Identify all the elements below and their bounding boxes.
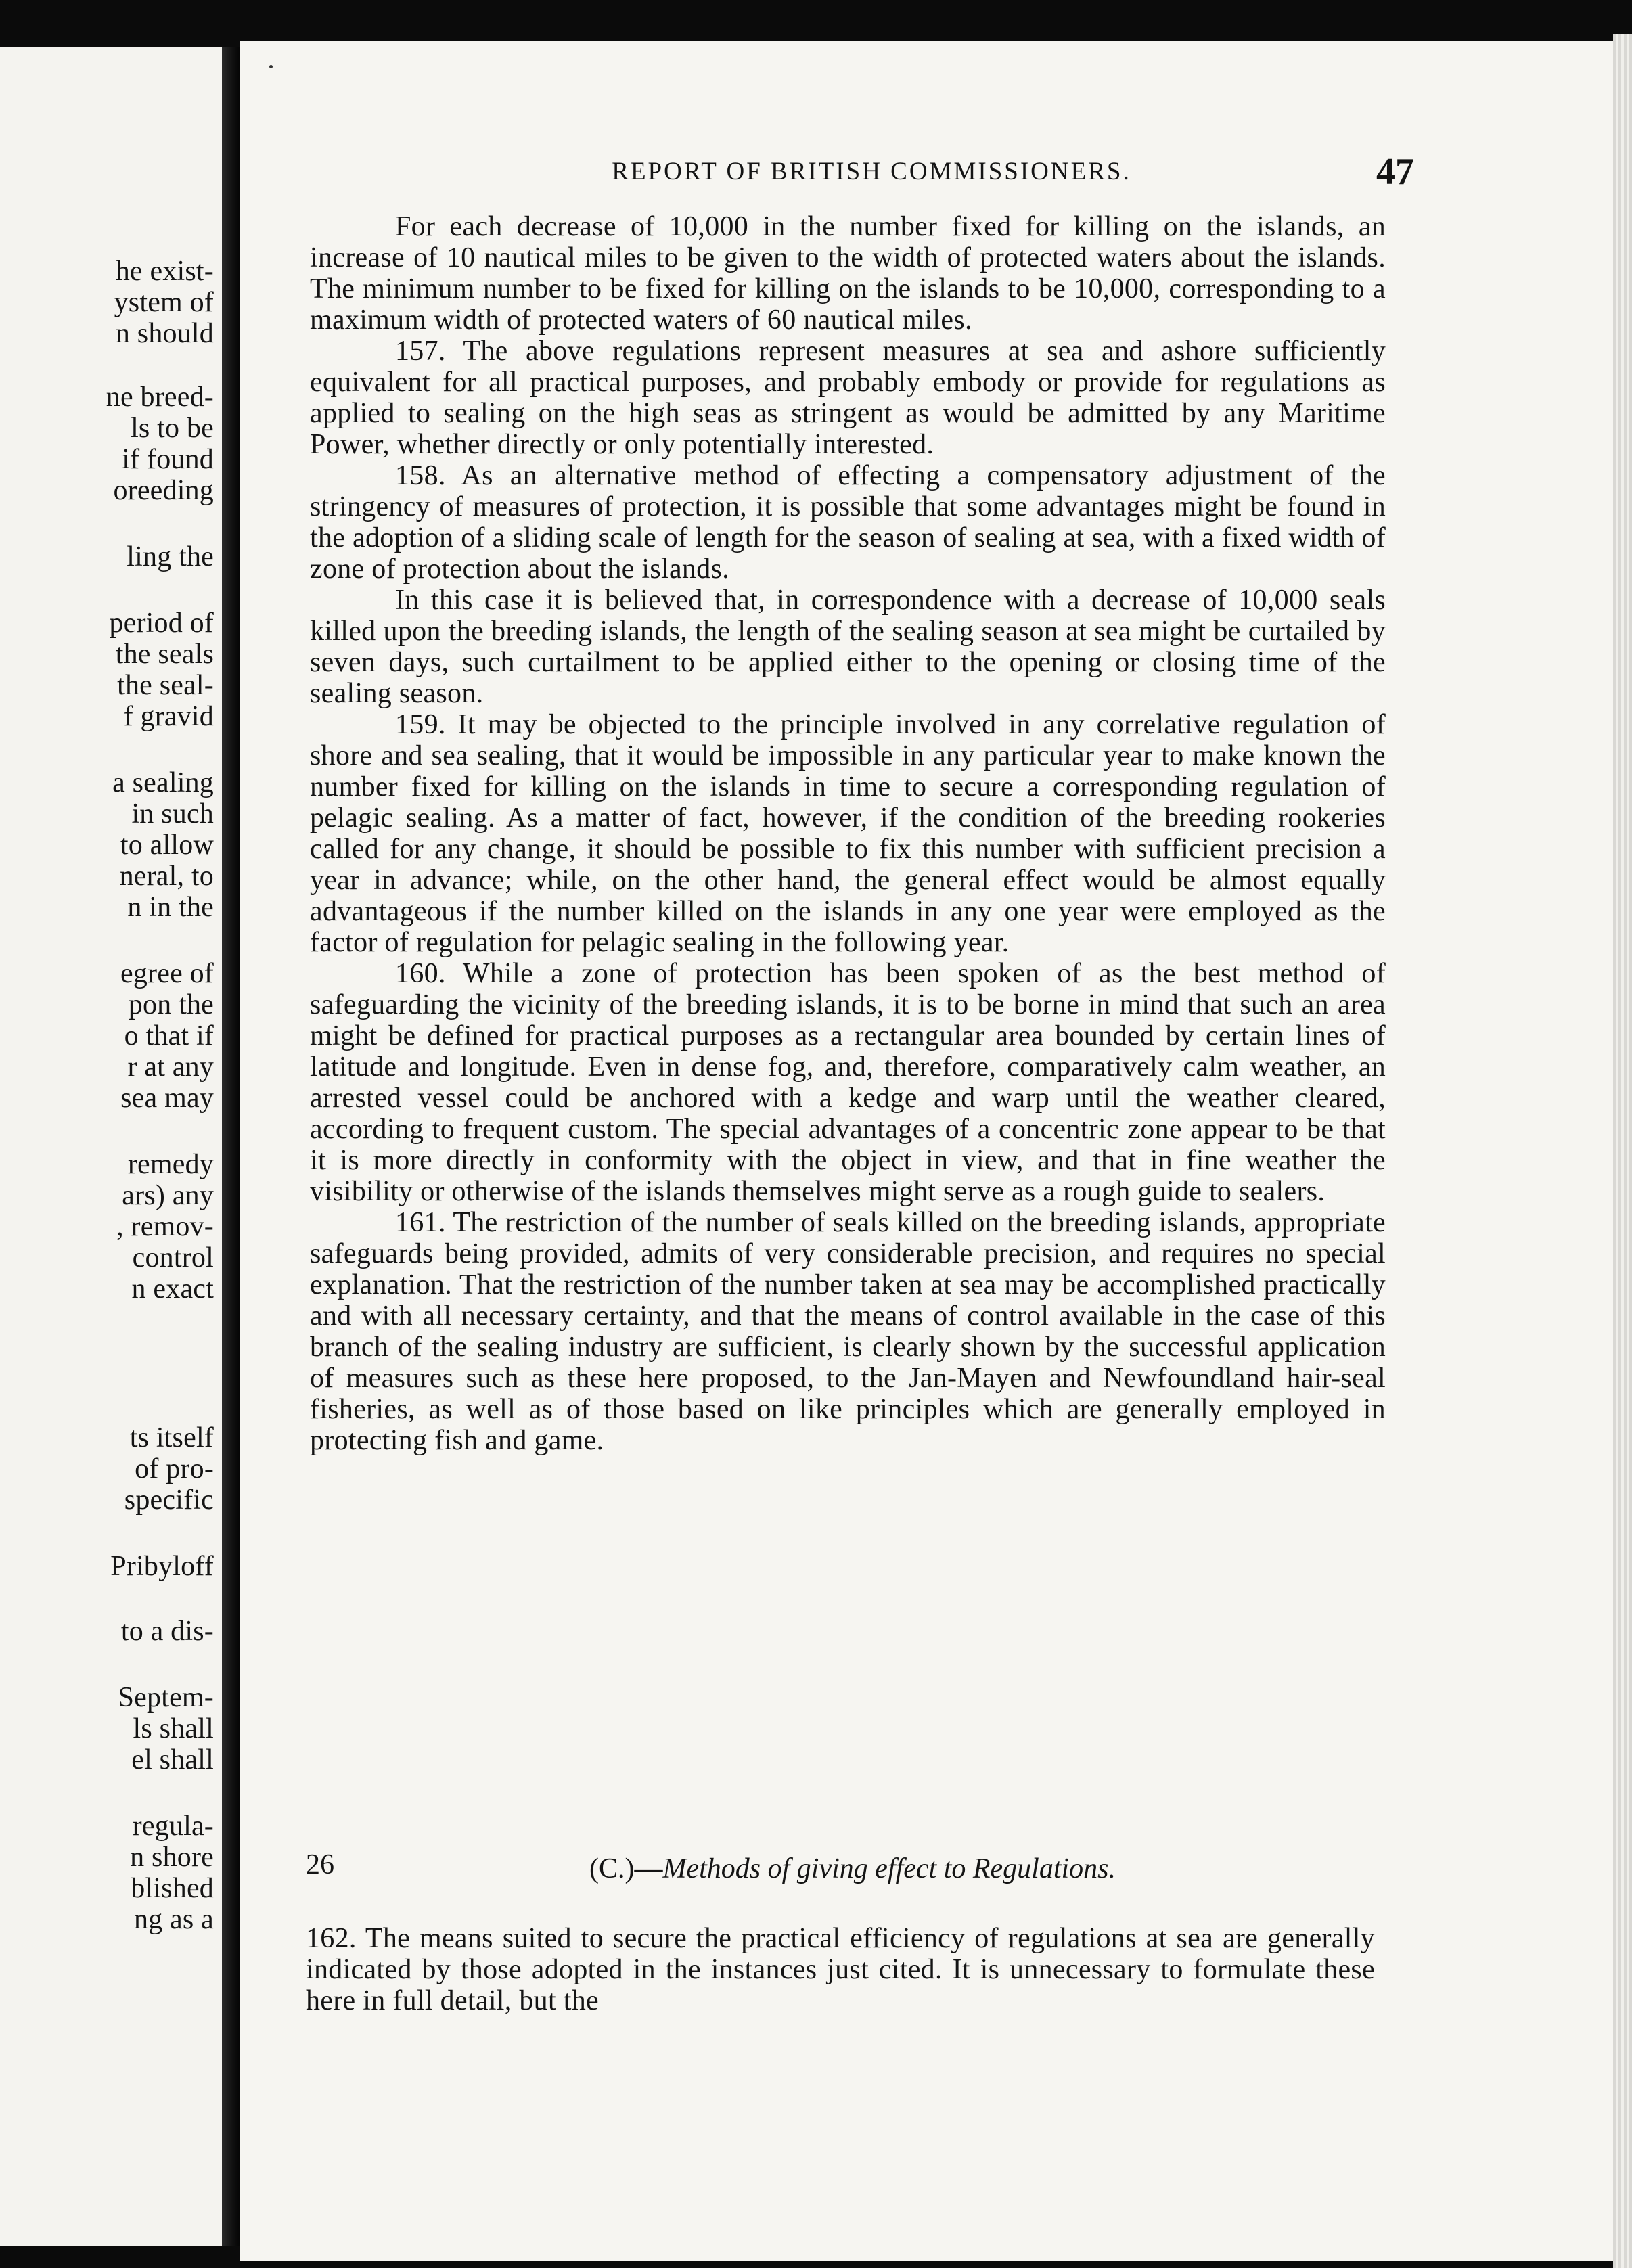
running-header: REPORT OF BRITISH COMMISSIONERS. — [612, 158, 1131, 185]
left-page-line: a sealing — [112, 767, 214, 798]
left-page-line: to a dis- — [120, 1616, 214, 1647]
left-page-line: n shore — [130, 1842, 214, 1873]
page-edge — [1613, 34, 1632, 2268]
left-page-line: period of — [109, 608, 214, 639]
final-text — [306, 1923, 1375, 2016]
body-text — [310, 211, 1386, 1456]
paragraph-158: 158. As an alternative method of effecting a compensatory adjustment of the stringency of measures of protection, it is possible that some advantages might be found in the adoption of a sliding scale of length for the season of sealing at sea, with a fixed width of zone of protection about the islands. — [310, 460, 1386, 585]
left-page-line: Pribyloff — [110, 1551, 214, 1582]
paragraph-161: 161. The restriction of the number of seals killed on the breeding islands, appropriate safeguards being provided, admits of very considerable precision, and requires no special explanation. That the restriction of the number taken at sea may be accomplished practically and with all necessary certainty, and that the means of control available in the case of this branch of the sealing industry are sufficient, is clearly shown by the successful application of measures such as these here proposed, to the Jan-Mayen and Newfoundland hair-seal fisheries, as well as of those based on like principles which are generally employed in protecting fish and game. — [310, 1207, 1386, 1456]
left-page-line: n exact — [131, 1273, 214, 1305]
left-page-line: he exist- — [115, 256, 214, 287]
left-page-line: f gravid — [123, 701, 214, 732]
left-page-line: the seals — [115, 639, 214, 670]
left-page-line: if found — [122, 444, 214, 475]
left-page-line: n should — [115, 318, 214, 349]
paragraph-162: 162. The means suited to secure the practical efficiency of regulations at sea are generally indicated by those adopted in the instances just cited. It is unnecessary to formulate these here in full detail, but the — [306, 1923, 1375, 2016]
section-marker: 26 — [306, 1849, 334, 1880]
left-page-line: n in the — [127, 892, 214, 923]
left-page-line: oreeding — [113, 475, 214, 506]
left-page-line: specific — [124, 1484, 214, 1516]
left-page-line: control — [132, 1242, 214, 1273]
left-page — [0, 47, 230, 2246]
left-page-line: remedy — [127, 1149, 214, 1180]
left-page-line: el shall — [131, 1744, 214, 1775]
paragraph-157: 157. The above regulations represent measures at sea and ashore sufficiently equivalent for all practical purposes, and probably embody or provide for regulations as applied to sealing on the high seas as stringent as would be admitted by any Maritime Power, whether directly or only potentially interested. — [310, 336, 1386, 460]
speck — [269, 65, 273, 68]
left-page-line: in such — [131, 798, 214, 830]
left-page-line: ling the — [127, 541, 214, 572]
left-page-line: regula- — [132, 1811, 214, 1842]
paragraph: For each decrease of 10,000 in the number fixed for killing on the islands, an increase of 10 nautical miles to be given to the width of protected waters about the islands. The minimum number to be fixed for killing on the islands to be 10,000, corresponding to a maximum width of protected waters of 60 nautical miles. — [310, 211, 1386, 336]
page-number: 47 — [1376, 151, 1414, 193]
left-page-line: o that if — [124, 1020, 214, 1051]
left-page-line: Septem- — [118, 1682, 214, 1713]
section-title: Methods of giving effect to Regulations. — [662, 1853, 1116, 1884]
left-page-line: ars) any — [122, 1180, 214, 1211]
left-page-line: blished — [131, 1873, 214, 1904]
paragraph-160: 160. While a zone of protection has been spoken of as the best method of safeguarding the vicinity of the breeding islands, it is to be borne in mind that such an area might be defined for practical purposes as a rectangular area bounded by certain lines of latitude and longitude. Even in dense fog, and, therefore, comparatively calm weather, an arrested vessel could be anchored with a kedge and warp until the weather cleared, according to frequent custom. The special advantages of a concentric zone appear to be that it is more directly in conformity with the object in view, and that in fine weather the visibility or otherwise of the islands themselves might serve as a rough guide to sealers. — [310, 958, 1386, 1207]
left-page-line: ne breed- — [106, 382, 214, 413]
left-page-line: the seal- — [117, 670, 214, 701]
left-page-line: r at any — [127, 1051, 214, 1083]
book-gutter — [222, 47, 240, 2246]
left-page-line: egree of — [120, 958, 214, 989]
paragraph: In this case it is believed that, in correspondence with a decrease of 10,000 seals killed upon the breeding islands, the length of the sealing season at sea might be curtailed by seven days, such curtailment to be applied either to the opening or closing time of the sealing season. — [310, 585, 1386, 709]
left-page-line: pon the — [128, 989, 214, 1020]
left-page-line: to allow — [120, 830, 214, 861]
paragraph-159: 159. It may be objected to the principle involved in any correlative regulation of shore and sea sealing, that it would be impossible in any particular year to make known the number fixed for killing on the islands in time to secure a corresponding regulation of pelagic sealing. As a matter of fact, however, if the condition of the breeding rookeries called for any change, it should be possible to fix this number with sufficient precision a year in advance; while, on the other hand, the general effect would be almost equally advantageous if the number killed on the islands in any one year were employed as the factor of regulation for pelagic sealing in the following year. — [310, 709, 1386, 958]
section-heading — [501, 1853, 1204, 1885]
section-label: (C.)— — [589, 1853, 663, 1884]
left-page-line: of pro- — [135, 1453, 214, 1484]
left-page-line: ls shall — [133, 1713, 214, 1744]
left-page-line: ystem of — [114, 287, 214, 318]
left-page-line: , remov- — [116, 1211, 214, 1242]
left-page-line: sea may — [120, 1083, 214, 1114]
left-page-line: ls to be — [131, 413, 214, 444]
left-page-line: ts itself — [129, 1422, 214, 1453]
left-page-line: neral, to — [119, 861, 214, 892]
left-page-line: ng as a — [133, 1904, 214, 1935]
